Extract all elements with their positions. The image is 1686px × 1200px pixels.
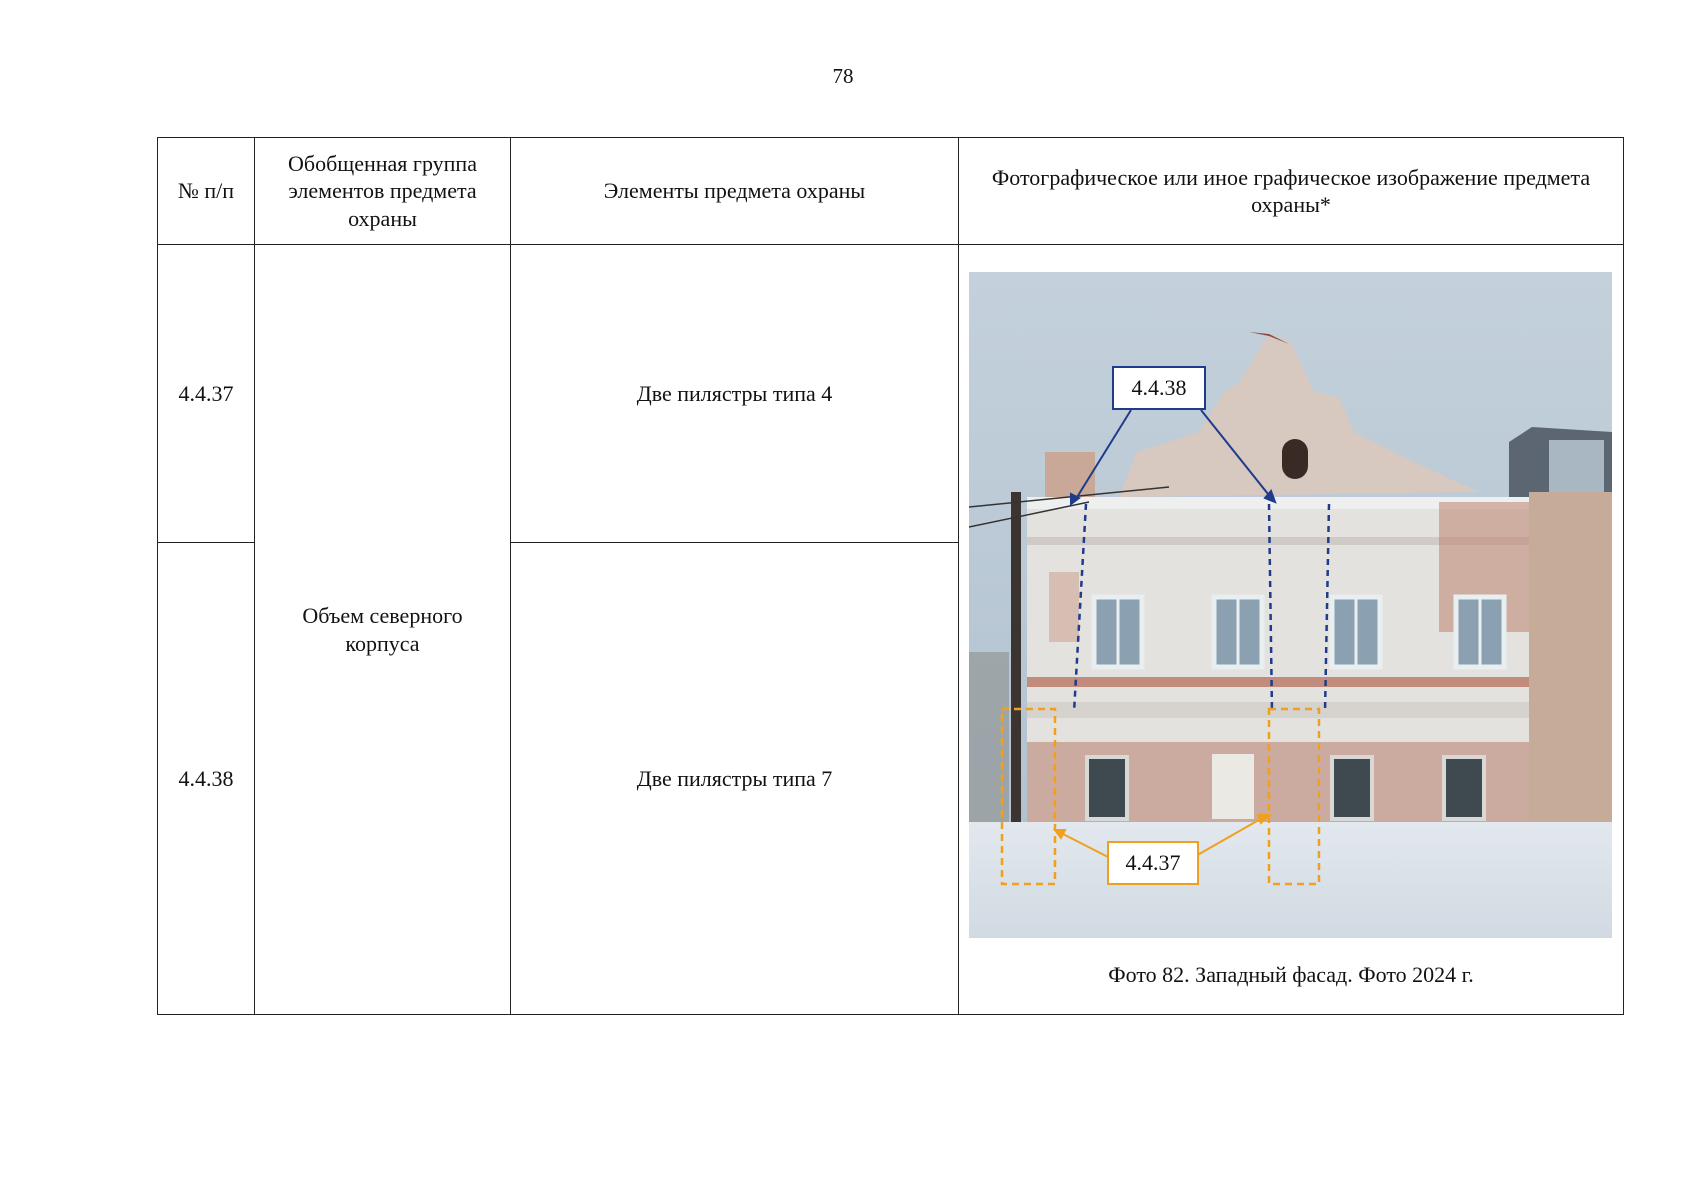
label-4-4-37: 4.4.37 xyxy=(1125,850,1181,875)
table-header-row xyxy=(158,138,1624,245)
row-num: 4.4.37 xyxy=(158,245,255,543)
header-num: № п/п xyxy=(158,138,255,245)
preservation-table xyxy=(157,137,1624,1015)
photo-caption: Фото 82. Западный фасад. Фото 2024 г. xyxy=(1108,962,1474,987)
label-4-4-38: 4.4.38 xyxy=(1131,375,1187,400)
row-num: 4.4.38 xyxy=(158,543,255,1015)
header-group: Обобщенная группа элементов предмета охраны xyxy=(255,138,511,245)
table-row xyxy=(158,245,1624,543)
row-element: Две пилястры типа 4 xyxy=(511,245,959,543)
header-elements: Элементы предмета охраны xyxy=(511,138,959,245)
facade-photo xyxy=(969,272,1612,938)
photo-cell xyxy=(959,245,1624,1015)
header-photo: Фотографическое или иное графическое изображение предмета охраны* xyxy=(959,138,1624,245)
page-number: 78 xyxy=(832,64,854,88)
row-element: Две пилястры типа 7 xyxy=(511,543,959,1015)
group-cell: Объем северного корпуса xyxy=(255,245,511,1015)
